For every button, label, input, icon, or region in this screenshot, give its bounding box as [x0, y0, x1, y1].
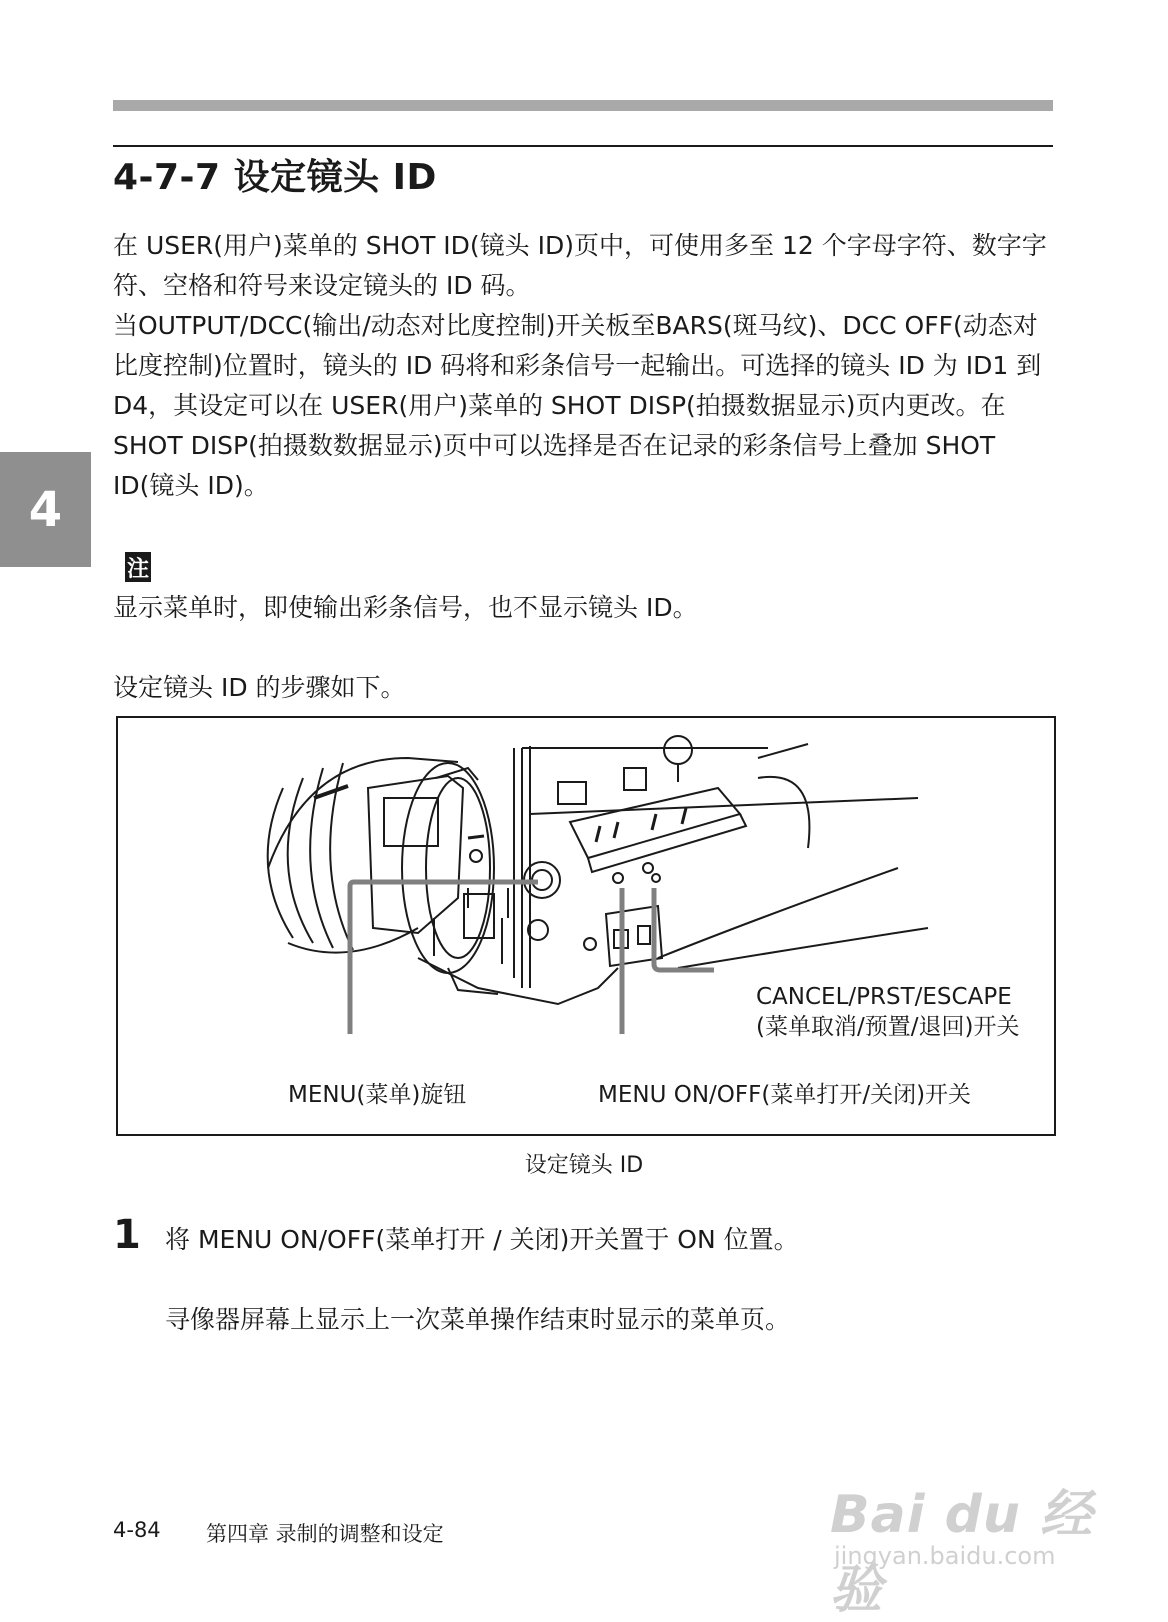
cancel-switch-sublabel: (菜单取消/预置/退回)开关	[756, 1014, 1020, 1040]
footer-chapter: 第四章 录制的调整和设定	[206, 1522, 444, 1546]
steps-intro: 设定镜头 ID 的步骤如下。	[113, 673, 406, 702]
header-rule	[113, 145, 1053, 147]
note-text: 显示菜单时，即使输出彩条信号，也不显示镜头 ID。	[113, 593, 698, 622]
cancel-switch-label: CANCEL/PRST/ESCAPE	[756, 984, 1012, 1010]
baidu-watermark	[830, 1450, 1110, 1620]
intro-paragraph: 在 USER(用户)菜单的 SHOT ID(镜头 ID)页中，可使用多至 12 个字母字符、数字字符、空格和符号来设定镜头的 ID 码。	[113, 231, 1047, 300]
watermark-url: jingyan.baidu.com	[834, 1542, 1056, 1570]
step-number: 1	[113, 1212, 141, 1258]
header-gray-bar	[113, 100, 1053, 111]
step-instruction: 将 MENU ON/OFF(菜单打开 / 关闭)开关置于 ON 位置。	[165, 1225, 799, 1254]
step-result: 寻像器屏幕上显示上一次菜单操作结束时显示的菜单页。	[165, 1305, 791, 1334]
watermark-logo: Bai du 经验	[830, 1485, 1093, 1620]
menu-switch-label: MENU ON/OFF(菜单打开/关闭)开关	[598, 1082, 972, 1108]
camera-illustration	[118, 718, 1054, 1134]
camera-figure	[116, 716, 1056, 1136]
note-badge: 注	[125, 552, 151, 582]
section-title: 4-7-7 设定镜头 ID	[113, 157, 437, 198]
details-paragraph: 当OUTPUT/DCC(输出/动态对比度控制)开关板至BARS(斑马纹)、DCC OFF(动态对比度控制)位置时，镜头的 ID 码将和彩条信号一起输出。可选择的镜头 ID 为 ID1 到 D4，其设定可以在 USER(用户)菜单的 SHOT DISP(拍摄数据显示)页内更改。在SHOT DISP(拍摄数数据显示)页中可以选择是否在记录的彩条信号上叠加 SHOT ID(镜头 ID)。	[113, 311, 1042, 500]
chapter-tab: 4	[0, 452, 91, 567]
figure-caption: 设定镜头 ID	[524, 1153, 644, 1178]
menu-knob-label: MENU(菜单)旋钮	[288, 1082, 467, 1108]
page-number: 4-84	[113, 1518, 161, 1542]
